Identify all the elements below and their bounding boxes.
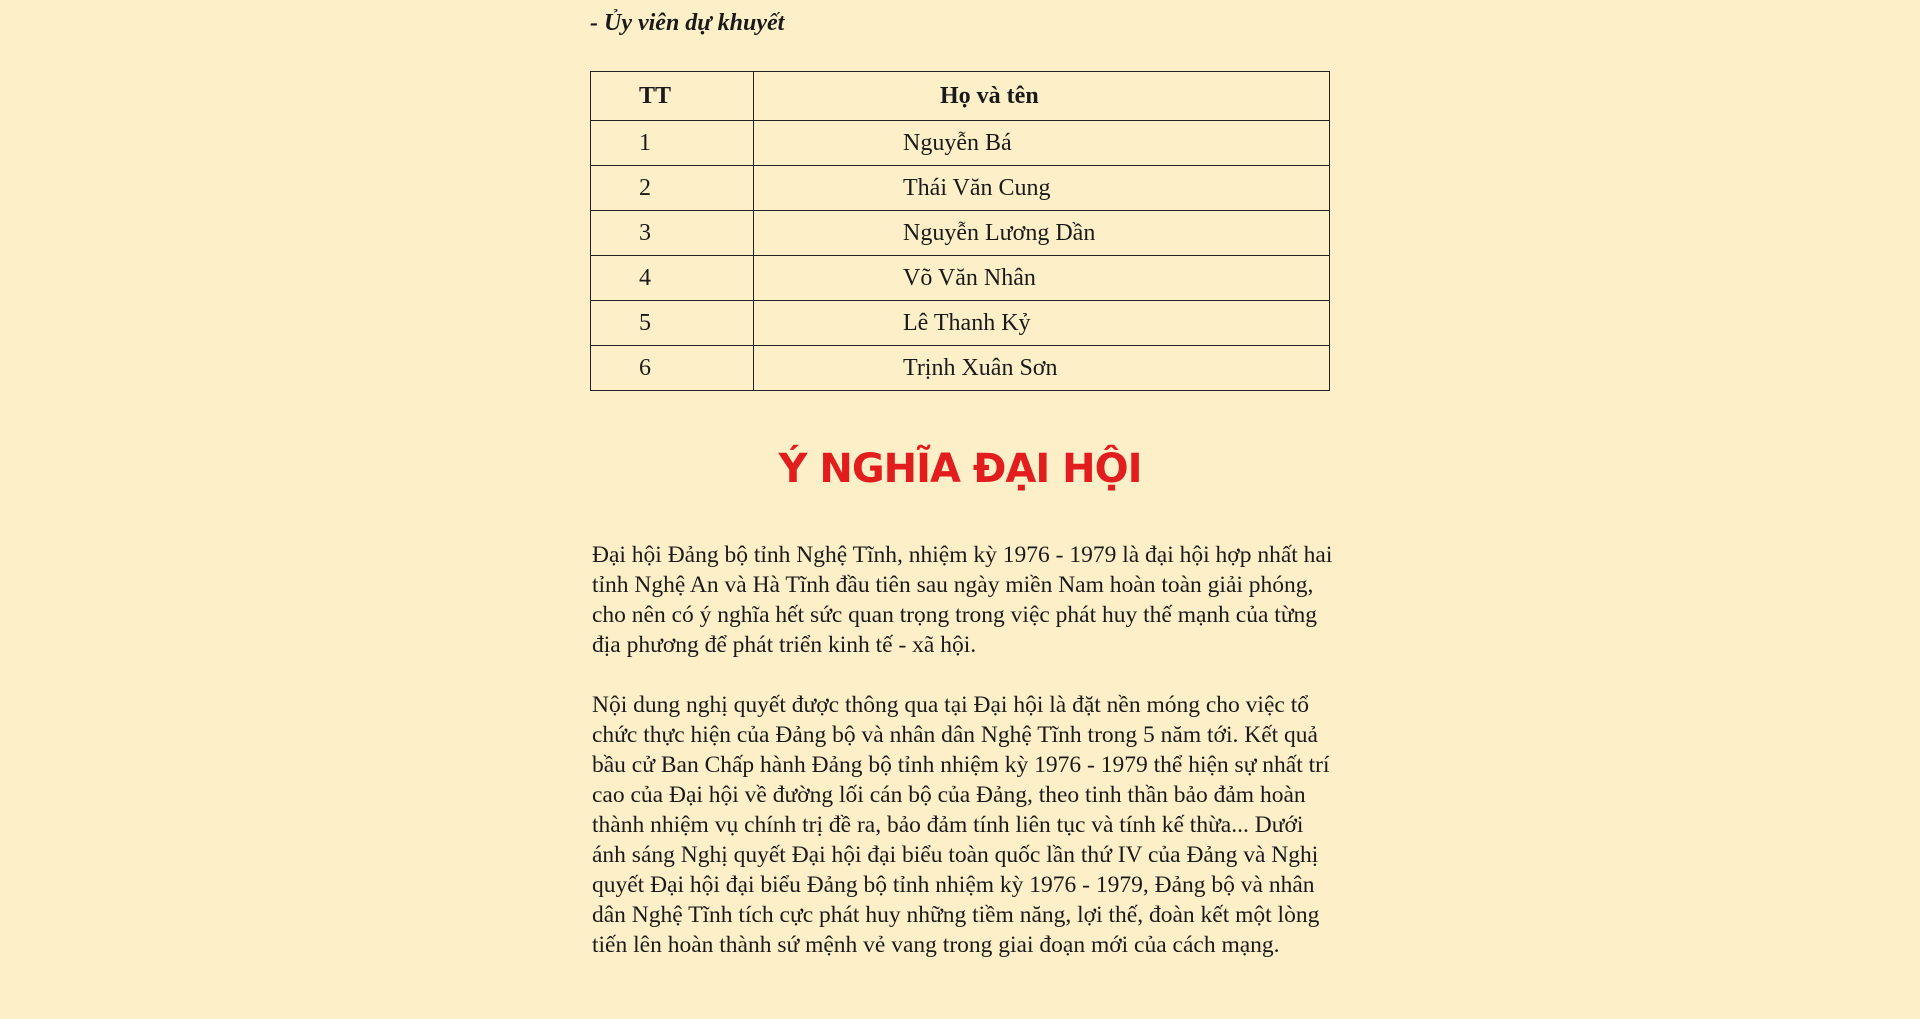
row-number: 4 (591, 256, 754, 301)
table-row (591, 346, 1330, 391)
table-row (591, 121, 1330, 166)
row-number: 3 (591, 211, 754, 256)
header-tt: TT (591, 72, 754, 121)
member-name: Nguyễn Bá (754, 121, 1330, 166)
table-row (591, 301, 1330, 346)
member-name: Nguyễn Lương Dần (754, 211, 1330, 256)
member-name: Trịnh Xuân Sơn (754, 346, 1330, 391)
table-row (591, 256, 1330, 301)
row-number: 5 (591, 301, 754, 346)
member-name: Thái Văn Cung (754, 166, 1330, 211)
header-name: Họ và tên (754, 72, 1330, 121)
table-row (591, 166, 1330, 211)
paragraph: Nội dung nghị quyết được thông qua tại Đại hội là đặt nền móng cho việc tổ chức thực hiện của Đảng bộ và nhân dân Nghệ Tĩnh trong 5 năm tới. Kết quả bầu cử Ban Chấp hành Đảng bộ tỉnh nhiệm kỳ 1976 - 1979 thể hiện sự nhất trí cao của Đại hội về đường lối cán bộ của Đảng, theo tinh thần bảo đảm hoàn thành nhiệm vụ chính trị đề ra, bảo đảm tính liên tục và tính kế thừa... Dưới ánh sáng Nghị quyết Đại hội đại biểu toàn quốc lần thứ IV của Đảng và Nghị quyết Đại hội đại biểu Đảng bộ tỉnh nhiệm kỳ 1976 - 1979, Đảng bộ và nhân dân Nghệ Tĩnh tích cực phát huy những tiềm năng, lợi thế, đoàn kết một lòng tiến lên hoàn thành sứ mệnh vẻ vang trong giai đoạn mới của cách mạng. (592, 692, 1330, 958)
row-number: 1 (591, 121, 754, 166)
table-row (591, 211, 1330, 256)
section-title: Ý NGHĨA ĐẠI HỘI (778, 446, 1142, 492)
row-number: 6 (591, 346, 754, 391)
row-number: 2 (591, 166, 754, 211)
table-header-row (591, 72, 1330, 121)
member-name: Lê Thanh Kỷ (754, 301, 1330, 346)
members-table (590, 71, 1330, 391)
paragraph: Đại hội Đảng bộ tỉnh Nghệ Tĩnh, nhiệm kỳ 1976 - 1979 là đại hội hợp nhất hai tỉnh Nghệ An và Hà Tĩnh đầu tiên sau ngày miền Nam hoàn toàn giải phóng, cho nên có ý nghĩa hết sức quan trọng trong việc phát huy thế mạnh của từng địa phương để phát triển kinh tế - xã hội. (592, 542, 1333, 658)
member-name: Võ Văn Nhân (754, 256, 1330, 301)
alternate-members-heading: - Ủy viên dự khuyết (590, 10, 785, 36)
